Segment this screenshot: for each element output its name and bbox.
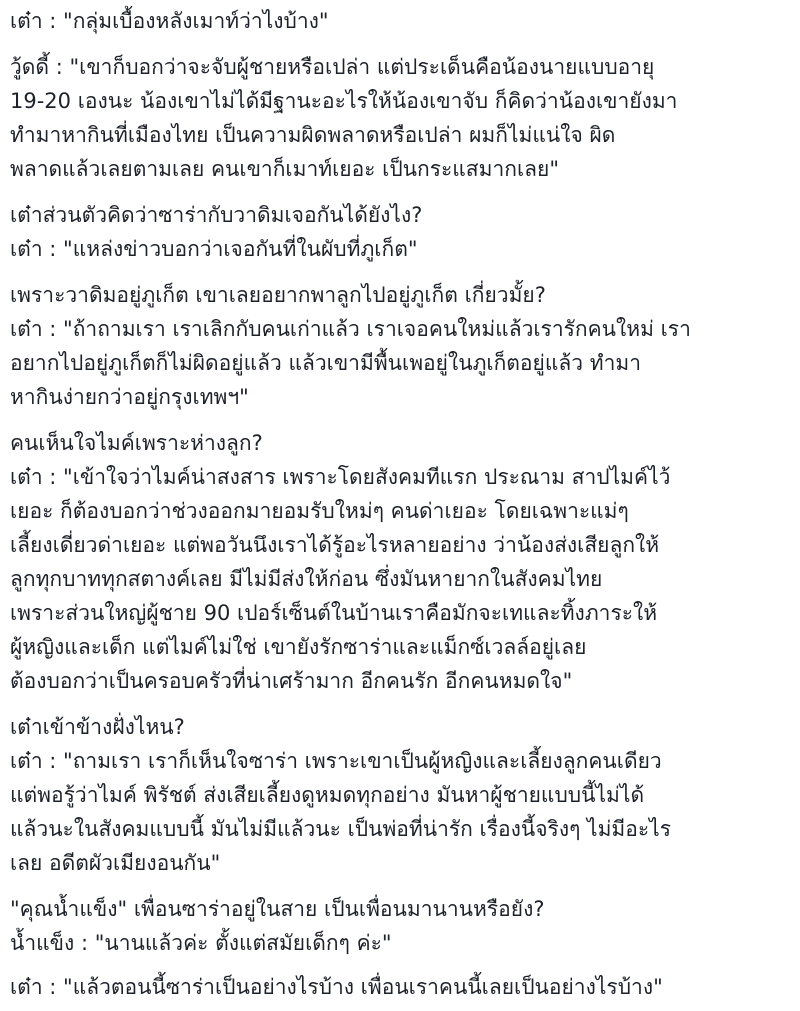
text-line: เต๋า : "กลุ่มเบื้องหลังเมาท์ว่าไงบ้าง" <box>10 9 329 33</box>
text-line: เลย อดีตผัวเมียงอนกัน" <box>10 851 221 875</box>
text-line: อยากไปอยู่ภูเก็ตก็ไม่ผิดอยู่แล้ว แล้วเขามีพื้นเพอยู่ในภูเก็ตอยู่แล้ว ทำมา <box>10 351 641 375</box>
text-line: พลาดแล้วเลยตามเลย คนเขาก็เมาท์เยอะ เป็นกระแสมากเลย" <box>10 157 559 181</box>
text-line: วู้ดดี้ : "เขาก็บอกว่าจะจับผู้ชายหรือเปล่า แต่ประเด็นคือน้องนายแบบอายุ <box>10 55 655 79</box>
text-line: เต๋าส่วนตัวคิดว่าซาร่ากับวาดิมเจอกันได้ยังไง? <box>10 203 423 227</box>
text-line: ลูกทุกบาททุกสตางค์เลย มีไม่มีส่งให้ก่อน ซึ่งมันหายากในสังคมไทย <box>10 567 603 591</box>
text-line: ต้องบอกว่าเป็นครอบครัวที่น่าเศร้ามาก อีกคนรัก อีกคนหมดใจ" <box>10 669 573 693</box>
text-line: เต๋า : "ถ้าถามเรา เราเลิกกับคนเก่าแล้ว เราเจอคนใหม่แล้วเรารักคนใหม่ เรา <box>10 317 691 341</box>
text-line: เยอะ ก็ต้องบอกว่าช่วงออกมายอมรับใหม่ๆ คนด่าเยอะ โดยเฉพาะแม่ๆ <box>10 499 629 523</box>
text-line: ผู้หญิงและเด็ก แต่ไมค์ไม่ใช่ เขายังรักซาร่าและแม็กซ์เวลล์อยู่เลย <box>10 635 587 659</box>
text-line: เต๋า : "เข้าใจว่าไมค์น่าสงสาร เพราะโดยสังคมทีแรก ประณาม สาปไมค์ไว้ <box>10 465 671 489</box>
text-line: เต๋า : "ถามเรา เราก็เห็นใจซาร่า เพราะเขาเป็นผู้หญิงและเลี้ยงลูกคนเดียว <box>10 749 662 773</box>
paragraph-7 <box>10 892 790 960</box>
paragraph-4 <box>10 278 790 414</box>
text-line: น้ำแข็ง : "นานแล้วค่ะ ตั้งแต่สมัยเด็กๆ ค่ะ" <box>10 931 392 955</box>
text-line: เต๋าเข้าข้างฝั่งไหน? <box>10 715 185 739</box>
text-line: แต่พอรู้ว่าไมค์ พิรัชต์ ส่งเสียเลี้ยงดูหมดทุกอย่าง มันหาผู้ชายแบบนี้ไม่ได้ <box>10 783 645 807</box>
paragraph-6 <box>10 710 790 880</box>
paragraph-2 <box>10 50 790 186</box>
text-line: เต๋า : "แหล่งข่าวบอกว่าเจอกันที่ในผับที่ภูเก็ต" <box>10 237 418 261</box>
text-line: แล้วนะในสังคมแบบนี้ มันไม่มีแล้วนะ เป็นพ่อที่น่ารัก เรื่องนี้จริงๆ ไม่มีอะไร <box>10 817 672 841</box>
cutoff-line <box>10 975 710 1006</box>
paragraph-3 <box>10 198 790 266</box>
text-line: หากินง่ายกว่าอยู่กรุงเทพฯ" <box>10 385 249 409</box>
text-line: เลี้ยงเดี่ยวด่าเยอะ แต่พอวันนึงเราได้รู้อะไรหลายอย่าง ว่าน้องส่งเสียลูกให้ <box>10 533 660 557</box>
text-line: เพราะส่วนใหญ่ผู้ชาย 90 เปอร์เซ็นต์ในบ้านเราคือมักจะเทและทิ้งภาระให้ <box>10 601 658 625</box>
paragraph-5 <box>10 426 790 698</box>
paragraph-1 <box>10 4 790 38</box>
text-line: 19-20 เองนะ น้องเขาไม่ได้มีฐานะอะไรให้น้องเขาจับ ก็คิดว่าน้องเขายังมา <box>10 89 678 113</box>
text-line: ทำมาหากินที่เมืองไทย เป็นความผิดพลาดหรือเปล่า ผมก็ไม่แน่ใจ ผิด <box>10 123 616 147</box>
cutoff-line-text: เต๋า : "แล้วตอนนี้ซาร่าเป็นอย่างไรบ้าง เพื่อนเราคนนี้เลยเป็นอย่างไรบ้าง" <box>10 975 663 999</box>
text-line: เพราะวาดิมอยู่ภูเก็ต เขาเลยอยากพาลูกไปอยู่ภูเก็ต เกี่ยวมั้ย? <box>10 283 546 307</box>
text-line: "คุณน้ำแข็ง" เพื่อนซาร่าอยู่ในสาย เป็นเพื่อนมานานหรือยัง? <box>10 897 545 921</box>
text-line: คนเห็นใจไมค์เพราะห่างลูก? <box>10 431 263 455</box>
